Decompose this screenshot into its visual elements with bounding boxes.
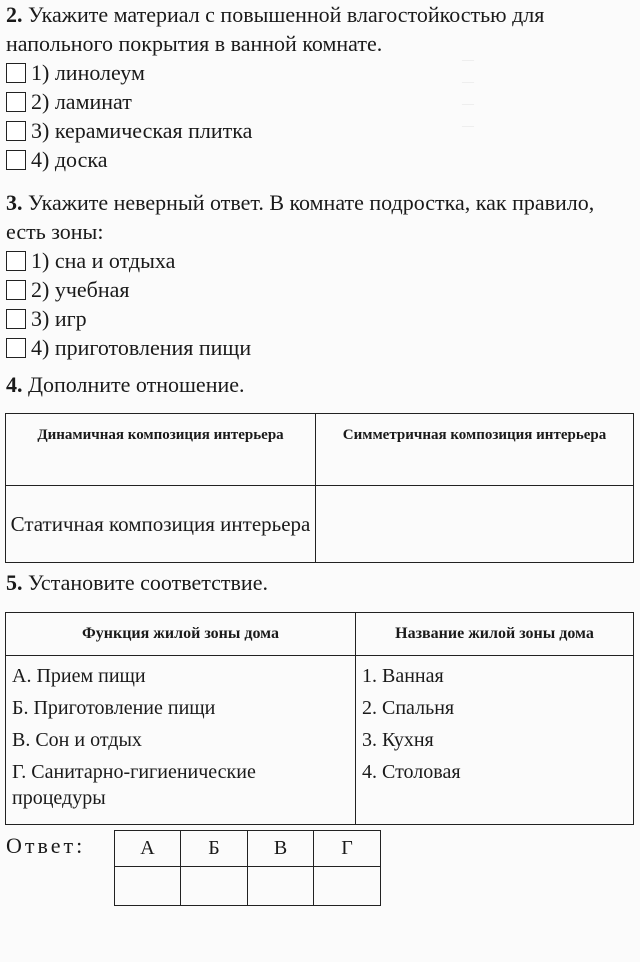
bleed-through-line: — bbox=[462, 52, 474, 66]
zone-item: 3. Кухня bbox=[362, 729, 434, 751]
option-sleep-rest[interactable] bbox=[6, 246, 634, 275]
answer-cell-v[interactable] bbox=[248, 867, 314, 906]
function-item: А. Прием пищи bbox=[12, 665, 146, 687]
question-4 bbox=[6, 370, 634, 399]
option-label: 2) ламинат bbox=[31, 89, 132, 114]
question-number: 2. bbox=[6, 2, 23, 27]
question-prompt: Дополните отношение. bbox=[28, 372, 245, 397]
option-label: 1) сна и отдыха bbox=[31, 248, 176, 273]
question-prompt: Укажите материал с повышенной влагостойкостью для напольного покрытия в ванной комнате. bbox=[6, 2, 545, 56]
answer-col-b: Б bbox=[181, 831, 248, 867]
checkbox[interactable] bbox=[6, 338, 26, 358]
question-number: 3. bbox=[6, 190, 23, 215]
matching-header-function: Функция жилой зоны дома bbox=[6, 613, 356, 656]
matching-table bbox=[5, 612, 634, 825]
relation-cell-static: Статичная композиция интерьера bbox=[6, 486, 316, 563]
option-laminate[interactable] bbox=[6, 87, 634, 116]
zone-item: 1. Ванная bbox=[362, 665, 444, 687]
relation-header-symmetric: Симметричная композиция интерьера bbox=[316, 414, 634, 486]
answer-section bbox=[6, 830, 386, 910]
answer-cell-b[interactable] bbox=[181, 867, 248, 906]
relation-table bbox=[5, 413, 634, 563]
checkbox[interactable] bbox=[6, 150, 26, 170]
question-3-text bbox=[6, 188, 634, 246]
option-label: 4) доска bbox=[31, 147, 108, 172]
question-prompt: Установите соответствие. bbox=[28, 570, 268, 595]
answer-col-v: В bbox=[248, 831, 314, 867]
function-item: Г. Санитарно-гигиенические процедуры bbox=[12, 761, 256, 809]
checkbox[interactable] bbox=[6, 63, 26, 83]
relation-header-dynamic: Динамичная композиция интерьера bbox=[6, 414, 316, 486]
question-2 bbox=[6, 0, 634, 174]
option-linoleum[interactable] bbox=[6, 58, 634, 87]
option-label: 4) приготовления пищи bbox=[31, 335, 252, 360]
question-5 bbox=[6, 568, 634, 597]
matching-header-zone: Название жилой зоны дома bbox=[356, 613, 634, 656]
bleed-through-line: — bbox=[462, 118, 474, 132]
option-label: 2) учебная bbox=[31, 277, 130, 302]
question-2-text bbox=[6, 0, 634, 58]
option-label: 3) игр bbox=[31, 306, 87, 331]
checkbox[interactable] bbox=[6, 251, 26, 271]
option-ceramic-tile[interactable] bbox=[6, 116, 634, 145]
function-list bbox=[6, 656, 356, 825]
answer-col-a: А bbox=[115, 831, 181, 867]
function-item: Б. Приготовление пищи bbox=[12, 697, 216, 719]
option-label: 1) линолеум bbox=[31, 60, 145, 85]
bleed-through-line: — bbox=[462, 96, 474, 110]
checkbox[interactable] bbox=[6, 280, 26, 300]
zone-item: 2. Спальня bbox=[362, 697, 455, 719]
answer-grid bbox=[114, 830, 381, 906]
function-item: В. Сон и отдых bbox=[12, 729, 142, 751]
relation-answer-cell[interactable] bbox=[316, 486, 634, 563]
option-label: 3) керамическая плитка bbox=[31, 118, 253, 143]
answer-label: Ответ: bbox=[6, 833, 86, 858]
checkbox[interactable] bbox=[6, 121, 26, 141]
option-study[interactable] bbox=[6, 275, 634, 304]
zone-item: 4. Столовая bbox=[362, 761, 461, 783]
bleed-through-line: — bbox=[462, 74, 474, 88]
question-number: 4. bbox=[6, 372, 23, 397]
checkbox[interactable] bbox=[6, 92, 26, 112]
question-number: 5. bbox=[6, 570, 23, 595]
answer-cell-g[interactable] bbox=[314, 867, 381, 906]
option-games[interactable] bbox=[6, 304, 634, 333]
checkbox[interactable] bbox=[6, 309, 26, 329]
question-prompt: Укажите неверный ответ. В комнате подростка, как правило, есть зоны: bbox=[6, 190, 595, 244]
answer-cell-a[interactable] bbox=[115, 867, 181, 906]
zone-list bbox=[356, 656, 634, 825]
question-3 bbox=[6, 188, 634, 362]
answer-col-g: Г bbox=[314, 831, 381, 867]
option-board[interactable] bbox=[6, 145, 634, 174]
option-cooking[interactable] bbox=[6, 333, 634, 362]
